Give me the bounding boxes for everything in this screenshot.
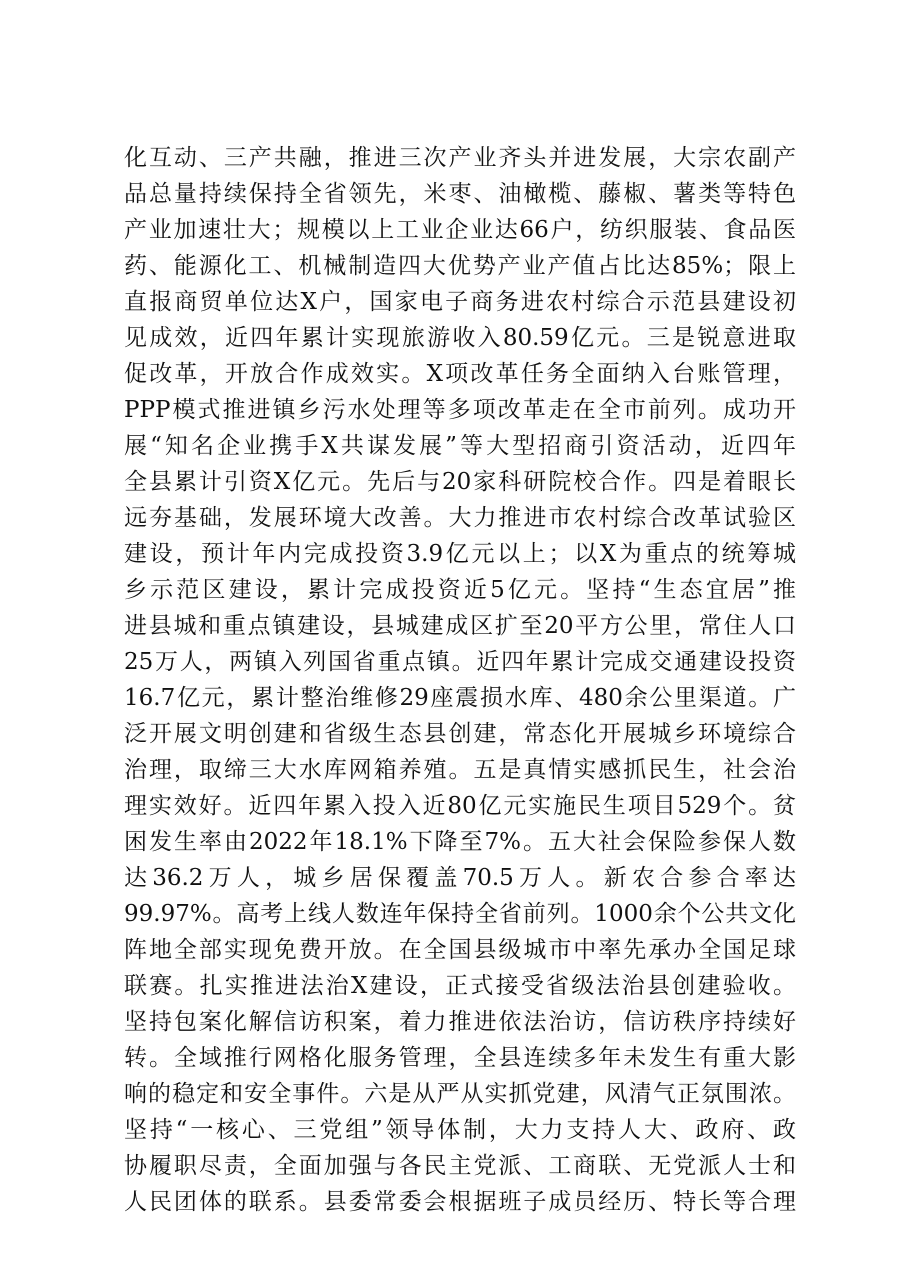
- text-line: 治理，取缔三大水库网箱养殖。五是真情实感抓民生，社会治: [124, 757, 796, 783]
- text-line: 远夯基础，发展环境大改善。大力推进市农村综合改革试验区: [124, 505, 796, 531]
- body-paragraph: [124, 140, 796, 1220]
- text-line: 25万人，两镇入列国省重点镇。近四年累计完成交通建设投资: [124, 649, 796, 675]
- text-line: 达36.2万人，城乡居保覆盖70.5万人。新农合参合率达: [124, 865, 796, 891]
- text-line: 见成效，近四年累计实现旅游收入80.59亿元。三是锐意进取: [124, 325, 796, 351]
- text-line: 坚持“一核心、三党组”领导体制，大力支持人大、政府、政: [124, 1117, 796, 1143]
- text-line: 泛开展文明创建和省级生态县创建，常态化开展城乡环境综合: [124, 721, 796, 747]
- text-line: 品总量持续保持全省领先，米枣、油橄榄、藤椒、薯类等特色: [124, 181, 796, 207]
- text-line: 阵地全部实现免费开放。在全国县级城市中率先承办全国足球: [124, 937, 796, 963]
- text-line: 16.7亿元，累计整治维修29座震损水库、480余公里渠道。广: [124, 685, 796, 711]
- text-line: 联赛。扎实推进法治X建设，正式接受省级法治县创建验收。: [124, 973, 796, 999]
- text-line: 协履职尽责，全面加强与各民主党派、工商联、无党派人士和: [124, 1153, 796, 1179]
- text-line: 转。全域推行网格化服务管理，全县连续多年未发生有重大影: [124, 1045, 796, 1071]
- text-line: 产业加速壮大；规模以上工业企业达66户，纺织服装、食品医: [124, 217, 796, 243]
- text-line: 全县累计引资X亿元。先后与20家科研院校合作。四是着眼长: [124, 469, 796, 495]
- text-line: 建设，预计年内完成投资3.9亿元以上；以X为重点的统筹城: [124, 541, 796, 567]
- text-line: 化互动、三产共融，推进三次产业齐头并进发展，大宗农副产: [124, 145, 796, 171]
- text-line: 人民团体的联系。县委常委会根据班子成员经历、特长等合理: [124, 1189, 796, 1215]
- text-line: 理实效好。近四年累入投入近80亿元实施民生项目529个。贫: [124, 793, 796, 819]
- text-line: 促改革，开放合作成效实。X项改革任务全面纳入台账管理，: [124, 361, 796, 387]
- text-line: 乡示范区建设，累计完成投资近5亿元。坚持“生态宜居”推: [124, 577, 796, 603]
- text-line: 直报商贸单位达X户，国家电子商务进农村综合示范县建设初: [124, 289, 796, 315]
- text-line: PPP模式推进镇乡污水处理等多项改革走在全市前列。成功开: [124, 397, 796, 423]
- text-line: 坚持包案化解信访积案，着力推进依法治访，信访秩序持续好: [124, 1009, 796, 1035]
- text-line: 99.97%。高考上线人数连年保持全省前列。1000余个公共文化: [124, 901, 796, 927]
- text-line: 展“知名企业携手X共谋发展”等大型招商引资活动，近四年: [124, 433, 796, 459]
- text-line: 进县城和重点镇建设，县城建成区扩至20平方公里，常住人口: [124, 613, 796, 639]
- text-line: 困发生率由2022年18.1%下降至7%。五大社会保险参保人数: [124, 829, 796, 855]
- text-line: 药、能源化工、机械制造四大优势产业产值占比达85%；限上: [124, 253, 796, 279]
- text-line: 响的稳定和安全事件。六是从严从实抓党建，风清气正氛围浓。: [124, 1081, 796, 1107]
